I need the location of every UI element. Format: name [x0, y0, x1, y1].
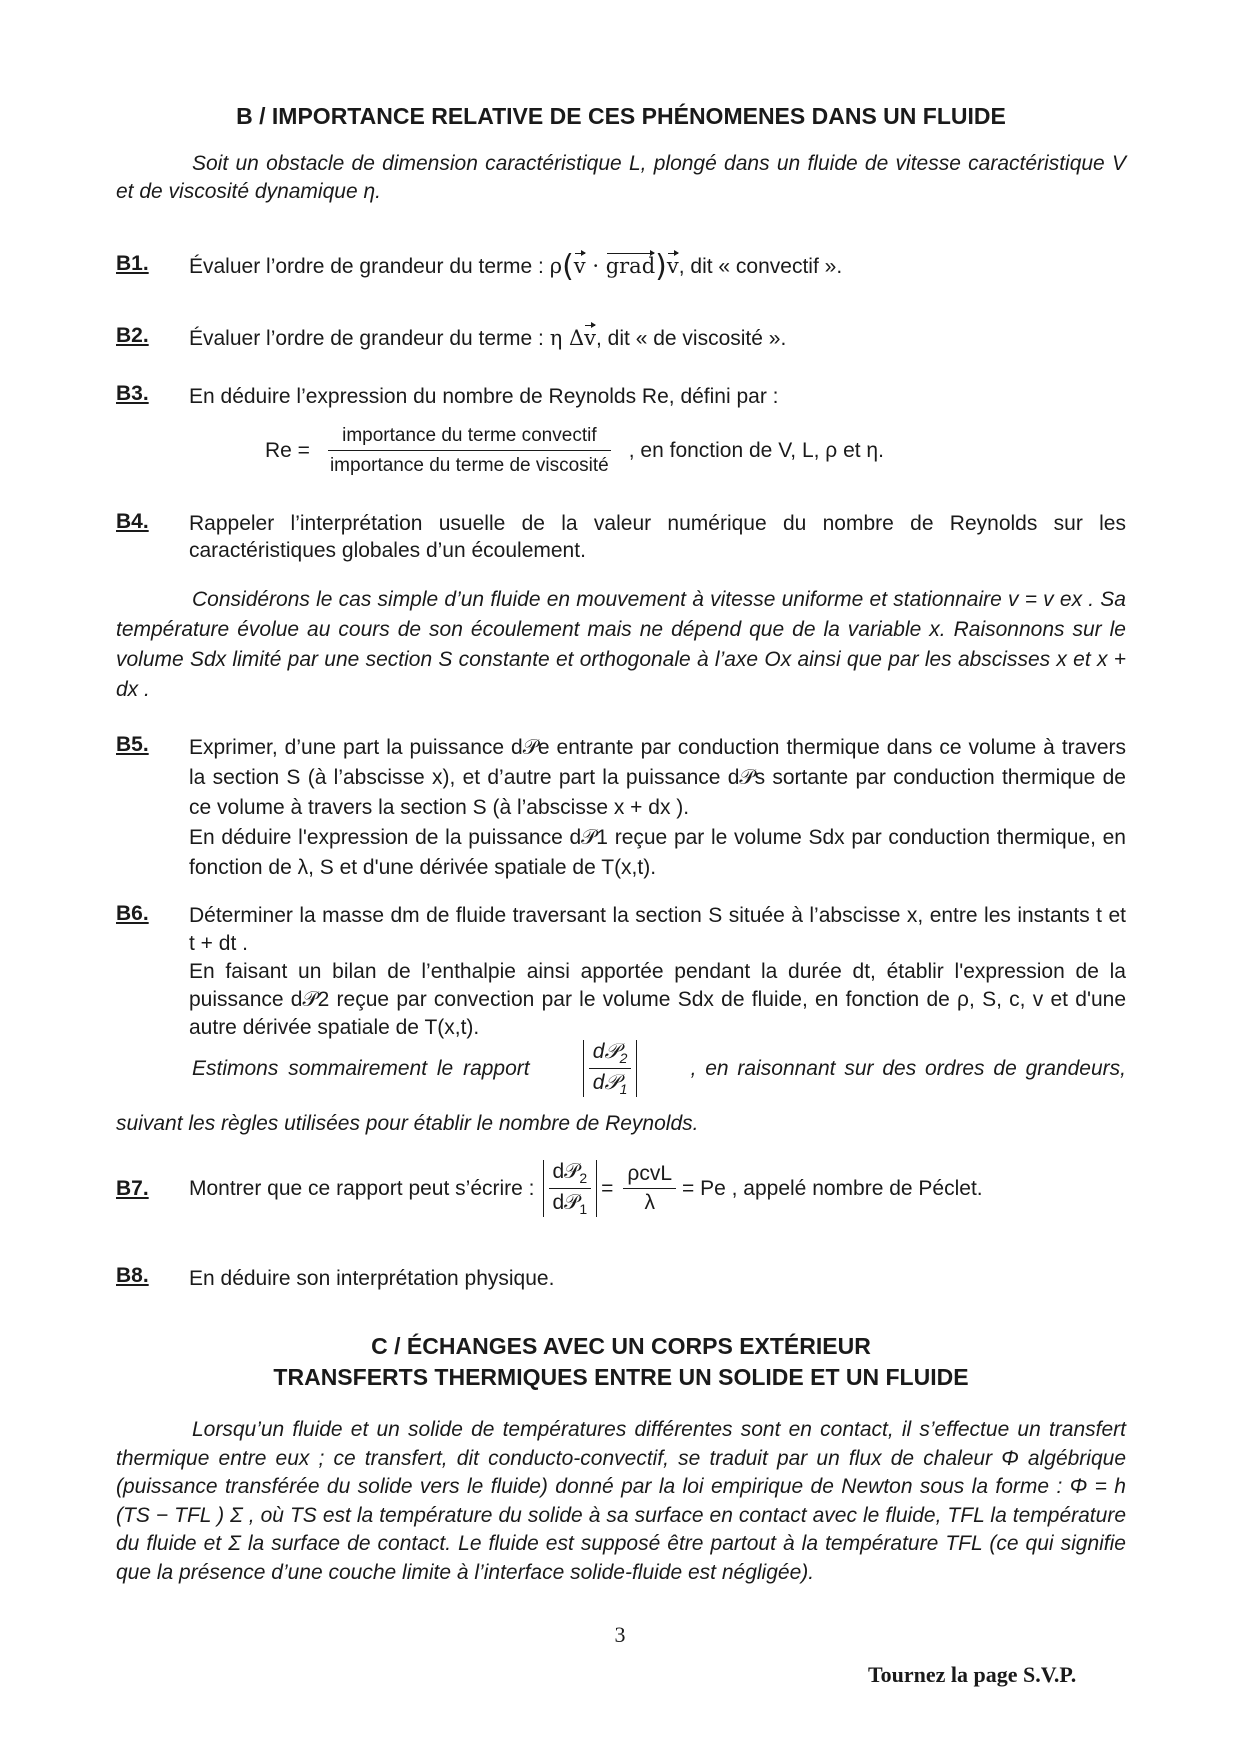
section-c-title: C / ÉCHANGES AVEC UN CORPS EXTÉRIEUR TRANSFERTS THERMIQUES ENTRE UN SOLIDE ET UN FLUIDE [273, 1333, 969, 1390]
question-label: B5. [116, 733, 149, 756]
section-b-intro: Soit un obstacle de dimension caractéristique L, plongé dans un fluide de vitesse caractéristique V et de viscosité dynamique η. [116, 152, 1126, 203]
question-label: B2. [116, 324, 149, 347]
turn-page-note: Tournez la page S.V.P. [868, 1662, 1077, 1687]
reynolds-definition: Re = $\frac{\text{importance du terme convectif}}{\text{importance du terme de viscosité}}$ , en fonction de V, L, ρ et η. [265, 425, 884, 476]
section-c-paragraph: Lorsqu’un fluide et un solide de températures différentes sont en contact, il s’effectue un transfert thermique entre eux ; ce transfert, dit conducto-convectif, se traduit par un flux de chaleur Φ algébrique (puissance transférée du solide vers le fluide) donné par la loi empirique de Newton sous la forme : Φ = h (TS − TFL ) Σ , où TS est la température du solide à sa surface en contact avec le fluide, TFL la température du fluide et Σ la surface de contact. Le fluide est supposé être partout à la température TFL (ce qui signifie que la présence d’une couche limite à l’interface solide-fluide est négligée). [116, 1418, 1126, 1584]
paragraph-estimate: Estimons sommairement le rapport $\frac{d𝒫_2}{d𝒫_1}$ , en raisonnant sur des ordres de grandeurs, [192, 1040, 1126, 1098]
question-label: B4. [116, 510, 149, 533]
exam-page: B / IMPORTANCE RELATIVE DE CES PHÉNOMENES DANS UN FLUIDE Soit un obstacle de dimension caractéristique L, plongé dans un fluide de vitesse caractéristique V et de viscosité dynamique η. B1. Évaluer l’ordre de grandeur du terme : ρ(v · grad)v, dit « convectif ». B2. Évaluer l’ordre de grandeur du terme : η Δv, dit « de viscosité ». B3. En déduire l’expression du nombre de Reynolds Re, défini par : Re = $\frac{\text{importance du terme convectif}}{\text{importance du terme de viscosité}}$ , en fonction de V, L, ρ et η. B4. Rappeler l’interprétation usuelle de la valeur numérique du nombre de Reynolds sur les caractéristiques globales d’un écoulement. Considérons le cas simple d’un fluide en mouvement à vitesse uniforme et stationnaire v = v ex . Sa température évolue au cours de son écoulement mais ne dépend que de la variable x. Raisonnons sur le volume Sdx limité par une section S constante et orthogonale à l’axe Ox ainsi que par les abscisses x et x + dx . B5. Exprimer, d’une part la puissance d𝒫e entrante par conduction thermique dans ce volume à travers la section S (à l’abscisse x), et d’autre part la puissance d𝒫s sortante par conduction thermique de ce volume à travers la section S (à l’abscisse x + dx ). En déduire l'expression de la puissance d𝒫1 reçue par le volume Sdx par conduction thermique, en fonction de λ, S et d'une dérivée spatiale de T(x,t). B6. Déterminer la masse dm de fluide traversant la section S située à l’abscisse x, entre les instants t et t + dt . En faisant un bilan de l’enthalpie ainsi apportée pendant la durée dt, établir l'expression de la puissance d𝒫2 reçue par convection par le volume Sdx de fluide, en fonction de ρ, S, c, v et d'une autre dérivée spatiale de T(x,t). Estimons sommairement le rapport $\frac{d𝒫_2}{d𝒫_1}$ , en raisonnant sur des ordres de grandeurs, suivant les règles utilisées pour établir le nombre de Reynolds. B7. Montrer que ce rapport peut s’écrire : $\frac{d𝒫_2}{d𝒫_1}$ = $\frac{\text{ρcvL}}{\lambda}$ = Pe , appelé nombre de Péclet. B8. En déduire son interprétation physique. C / ÉCHANGES AVEC UN CORPS EXTÉRIEUR TRANSFERTS THERMIQUES ENTRE UN SOLIDE ET UN FLUIDE Lorsqu’un fluide et un solide de températures différentes sont en contact, il s’effectue un transfert thermique entre eux ; ce transfert, dit conducto-convectif, se traduit par un flux de chaleur Φ algébrique (puissance transférée du solide vers le fluide) donné par la loi empirique de Newton sous la forme : Φ = h (TS − TFL ) Σ , où TS est la température du solide à sa surface en contact avec le fluide, TFL la température du fluide et Σ la surface de contact. Le fluide est supposé être partout à la température TFL (ce qui signifie que la présence d’une couche limite à l’interface solide-fluide est négligée). 3 Tournez la page S.V.P. [0, 0, 1240, 1754]
section-b-title: B / IMPORTANCE RELATIVE DE CES PHÉNOMENES DANS UN FLUIDE [236, 103, 1006, 129]
question-label: B3. [116, 382, 149, 405]
paragraph-uniform-flow: Considérons le cas simple d’un fluide en mouvement à vitesse uniforme et stationnaire v = v ex . Sa température évolue au cours de son écoulement mais ne dépend que de la variable x. Raisonnons sur le volume Sdx limité par une section S constante et orthogonale à l’axe Ox ainsi que par les abscisses x et x + dx . [116, 588, 1126, 701]
question-label: B7. [116, 1176, 149, 1200]
question-label: B6. [116, 902, 149, 925]
question-b7: B7. Montrer que ce rapport peut s’écrire : $\frac{d𝒫_2}{d𝒫_1}$ = $\frac{\text{ρcvL}}{\lambda}$ = Pe , appelé nombre de Péclet. [116, 1160, 983, 1218]
page-number: 3 [614, 1622, 626, 1647]
question-label: B8. [116, 1264, 149, 1287]
paragraph-estimate-line2: suivant les règles utilisées pour établir le nombre de Reynolds. [116, 1112, 699, 1135]
power-ratio: $\frac{d𝒫_2}{d𝒫_1}$ [583, 1040, 638, 1097]
viscous-term-formula: η Δv [550, 326, 596, 350]
question-label: B1. [116, 252, 149, 275]
peclet-fraction: $\frac{\text{ρcvL}}{\lambda}$ [623, 1162, 676, 1215]
convective-term-formula: ρ(v · grad)v [549, 249, 679, 284]
